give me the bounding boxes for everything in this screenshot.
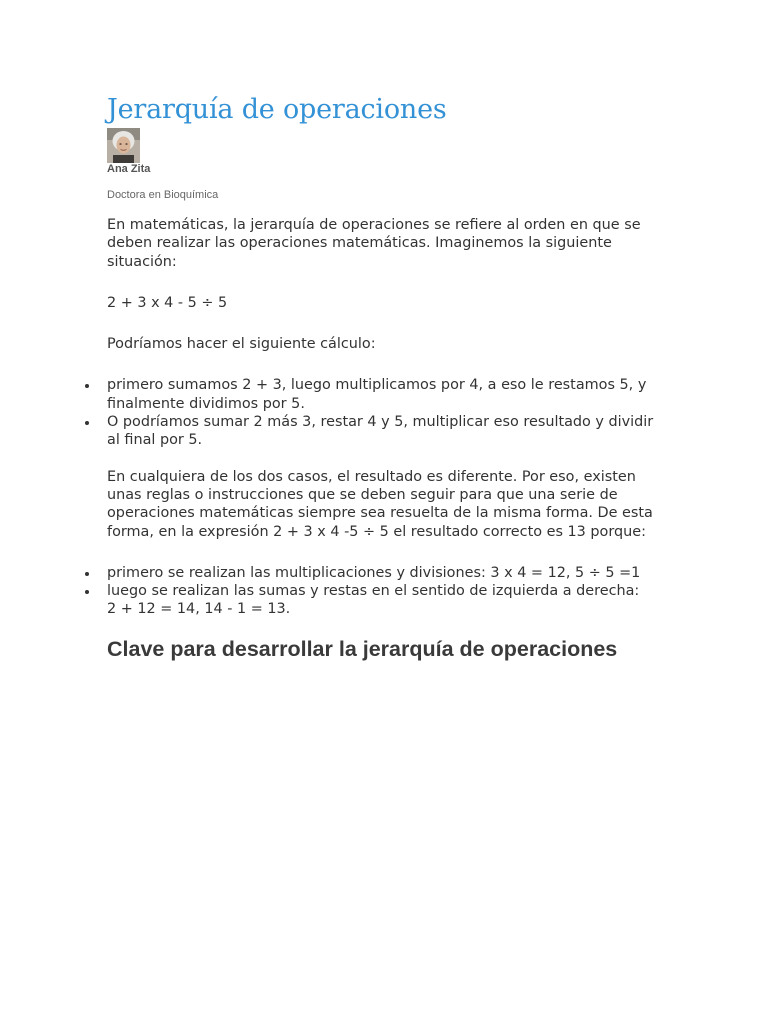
- steps-list: [107, 564, 662, 619]
- author-name[interactable]: Ana Zita: [107, 163, 151, 175]
- author-role: Doctora en Bioquímica: [107, 189, 219, 201]
- article: [107, 92, 662, 663]
- explanation-paragraph: En cualquiera de los dos casos, el resultado es diferente. Por eso, existen unas reglas o instrucciones que se deben seguir para que una serie de operaciones matemáticas siempre sea resuelta de la misma forma. De esta forma, en la expresión 2 + 3 x 4 -5 ÷ 5 el resultado correcto es 13 porque:: [107, 468, 653, 540]
- list-item: primero sumamos 2 + 3, luego multiplicamos por 4, a eso le restamos 5, y finalmente dividimos por 5.: [107, 376, 662, 413]
- calc-intro-paragraph: Podríamos hacer el siguiente cálculo:: [107, 336, 376, 353]
- options-list: [107, 376, 662, 449]
- author-avatar: [107, 128, 140, 163]
- list-item: primero se realizan las multiplicaciones y divisiones: 3 x 4 = 12, 5 ÷ 5 =1: [107, 564, 662, 582]
- author-photo-icon: [107, 128, 140, 163]
- article-title: Jerarquía de operaciones: [107, 94, 447, 125]
- expression-paragraph: 2 + 3 x 4 - 5 ÷ 5: [107, 294, 228, 311]
- step-text: luego se realizan las sumas y restas en el sentido de izquierda a derecha:: [107, 583, 640, 600]
- intro-paragraph: En matemáticas, la jerarquía de operaciones se refiere al orden en que se deben realizar las operaciones matemáticas. Imaginemos la siguiente situación:: [107, 217, 641, 270]
- list-item: [107, 582, 662, 619]
- list-item: O podríamos sumar 2 más 3, restar 4 y 5, multiplicar eso resultado y dividir al final por 5.: [107, 413, 662, 450]
- section-heading: Clave para desarrollar la jerarquía de operaciones: [107, 636, 618, 661]
- step-result: 2 + 12 = 14, 14 - 1 = 13.: [107, 601, 291, 618]
